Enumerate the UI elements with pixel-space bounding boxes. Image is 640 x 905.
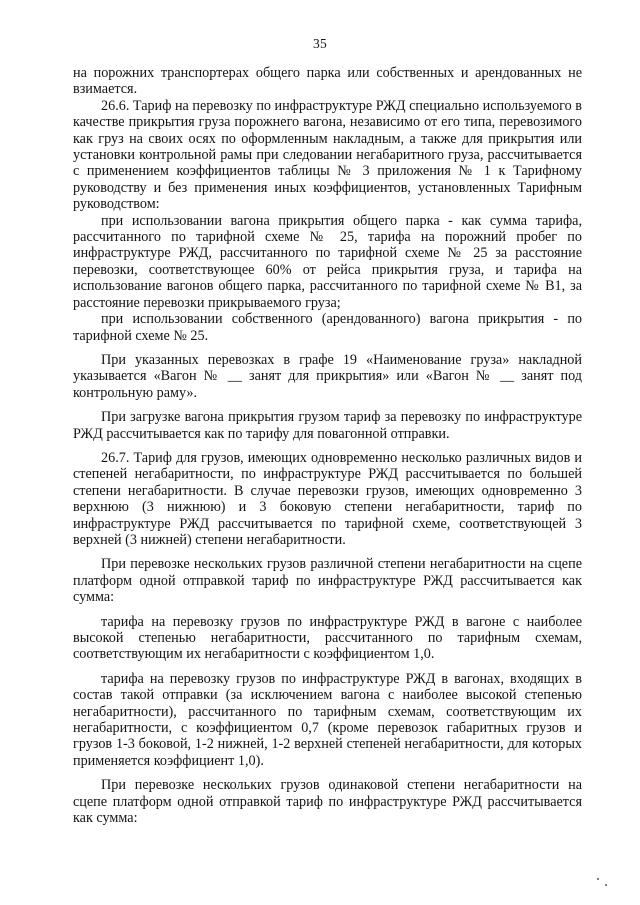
paragraph-26-7: 26.7. Тариф для грузов, имеющих одновременно несколько различных видов и степеней негабаритности, по инфраструктуре РЖД рассчитывается по большей степени негабаритности. В случае перевозки грузов, имеющих одновременно 3 верхнюю (3 нижнюю) и 3 боковую степени негабаритности, тариф по инфраструктуре РЖД рассчитывается по тарифной схеме, соответствующей 3 верхней (3 нижней) степени негабаритности. [73,449,582,548]
document-body [73,65,582,826]
paragraph-continuation: на порожних транспортерах общего парка или собственных и арендованных не взимается. [73,65,582,98]
paragraph-26-6: 26.6. Тариф на перевозку по инфраструктуре РЖД специально используемого в качестве прикрытия груза порожнего вагона, независимо от его типа, перевозимого как груз на своих осях по оформленным накладным, а также для прикрытия или установки контрольной рамы при следовании негабаритного груза, рассчитывается с применением коэффициентов таблицы № 3 приложения № 1 к Тарифному руководству и без применения иных коэффициентов, установленных Тарифным руководством: [73,97,582,213]
scan-speck [597,878,599,880]
paragraph-same-degree: При перевозке нескольких грузов одинаковой степени негабаритности на сцепе платформ одной отправкой тариф по инфраструктуре РЖД рассчитывается как сумма: [73,777,582,827]
paragraph-highest-degree-tariff: тарифа на перевозку грузов по инфраструктуре РЖД в вагоне с наиболее высокой степенью негабаритности, рассчитанного по тарифным схемам, соответствующим их негабаритности с коэффициентом 1,0. [73,613,582,663]
paragraph-general-park-wagon: при использовании вагона прикрытия общего парка - как сумма тарифа, рассчитанного по тарифной схеме № 25, тарифа на порожний пробег по инфраструктуре РЖД, рассчитанного по тарифной схеме № 25 за расстояние перевозки, соответствующее 60% от рейса прикрытия груза, и тарифа на использование вагонов общего парка, рассчитанного по тарифной схеме № В1, за расстояние перевозки прикрываемого груза; [73,212,582,311]
paragraph-different-degree: При перевозке нескольких грузов различной степени негабаритности на сцепе платформ одной отправкой тариф по инфраструктуре РЖД рассчитывается как сумма: [73,556,582,606]
page-number: 35 [313,36,327,51]
paragraph-loaded-cover-wagon: При загрузке вагона прикрытия грузом тариф за перевозку по инфраструктуре РЖД рассчитывается как по тарифу для повагонной отправки. [73,409,582,442]
paragraph-own-wagon: при использовании собственного (арендованного) вагона прикрытия - по тарифной схеме № 25. [73,311,582,344]
paragraph-waybill-note: При указанных перевозках в графе 19 «Наименование груза» накладной указывается «Вагон № __ занят для прикрытия» или «Вагон № __ занят под контрольную раму». [73,351,582,401]
scan-speck [605,884,607,886]
paragraph-other-wagons-tariff: тарифа на перевозку грузов по инфраструктуре РЖД в вагонах, входящих в состав такой отправки (за исключением вагона с наиболее высокой степенью негабаритности), рассчитанного по тарифным схемам, соответствующим их негабаритности, с коэффициентом 0,7 (кроме перевозок габаритных грузов и грузов 1-3 боковой, 1-2 нижней, 1-2 верхней степеней негабаритности, для которых применяется коэффициент 1,0). [73,670,582,769]
